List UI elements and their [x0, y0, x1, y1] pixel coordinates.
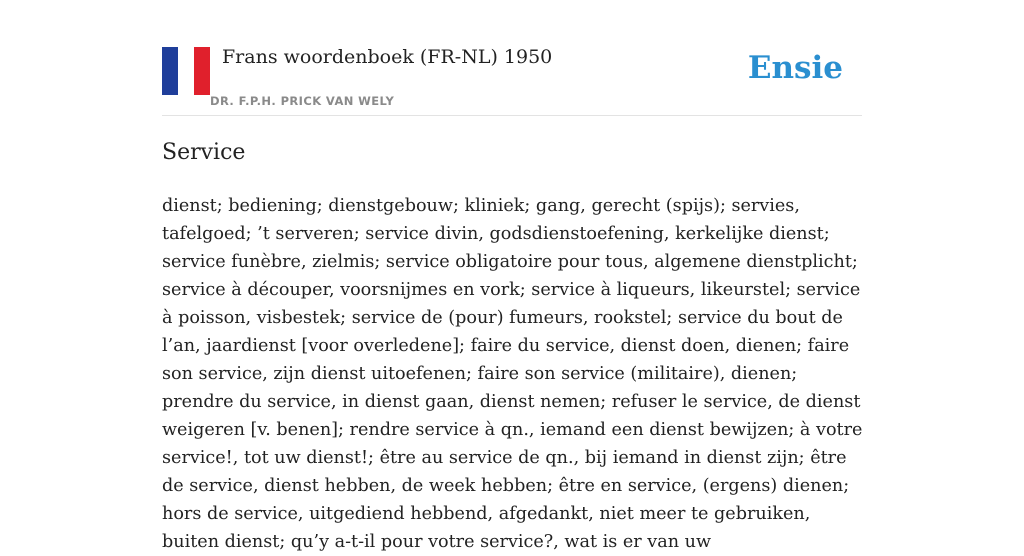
dictionary-title[interactable]: Frans woordenboek (FR-NL) 1950: [222, 46, 553, 68]
entry-term: Service: [162, 140, 246, 165]
flag-stripe-blue: [162, 47, 178, 95]
french-flag-icon: [162, 47, 210, 95]
entry-definition: dienst; bediening; dienstgebouw; kliniek; gang, gerecht (spijs); servies, tafelgoed; ’t serveren; service divin, godsdienstoefening, kerkelijke dienst; service funèbre, zielmis; service obligatoire pour tous, algemene dienstplicht; service à découper, voorsnijmes en vork; service à liqueurs, likeurstel; service à poisson, visbestek; service de (pour) fumeurs, rookstel; service du bout de l’an, jaardienst [voor overledene]; faire du service, dienst doen, dienen; faire son service, zijn dienst uitoefenen; faire son service (militaire), dienen; prendre du service, in dienst gaan, dienst nemen; refuser le service, de dienst weigeren [v. benen]; rendre service à qn., iemand een dienst bewijzen; à votre service!, tot uw dienst!; être au service de qn., bij iemand in dienst zijn; être de service, dienst hebben, de week hebben; être en service, (ergens) dienen; hors de service, uitgediend hebbend, afgedankt, niet meer te gebruiken, buiten dienst; qu’y a-t-il pour votre service?, wat is er van uw: [162, 196, 863, 552]
ensie-logo[interactable]: Ensie: [747, 50, 843, 86]
flag-stripe-white: [178, 47, 194, 95]
flag-stripe-red: [194, 47, 210, 95]
dictionary-author[interactable]: DR. F.P.H. PRICK VAN WELY: [210, 94, 395, 108]
header-divider: [162, 115, 862, 116]
